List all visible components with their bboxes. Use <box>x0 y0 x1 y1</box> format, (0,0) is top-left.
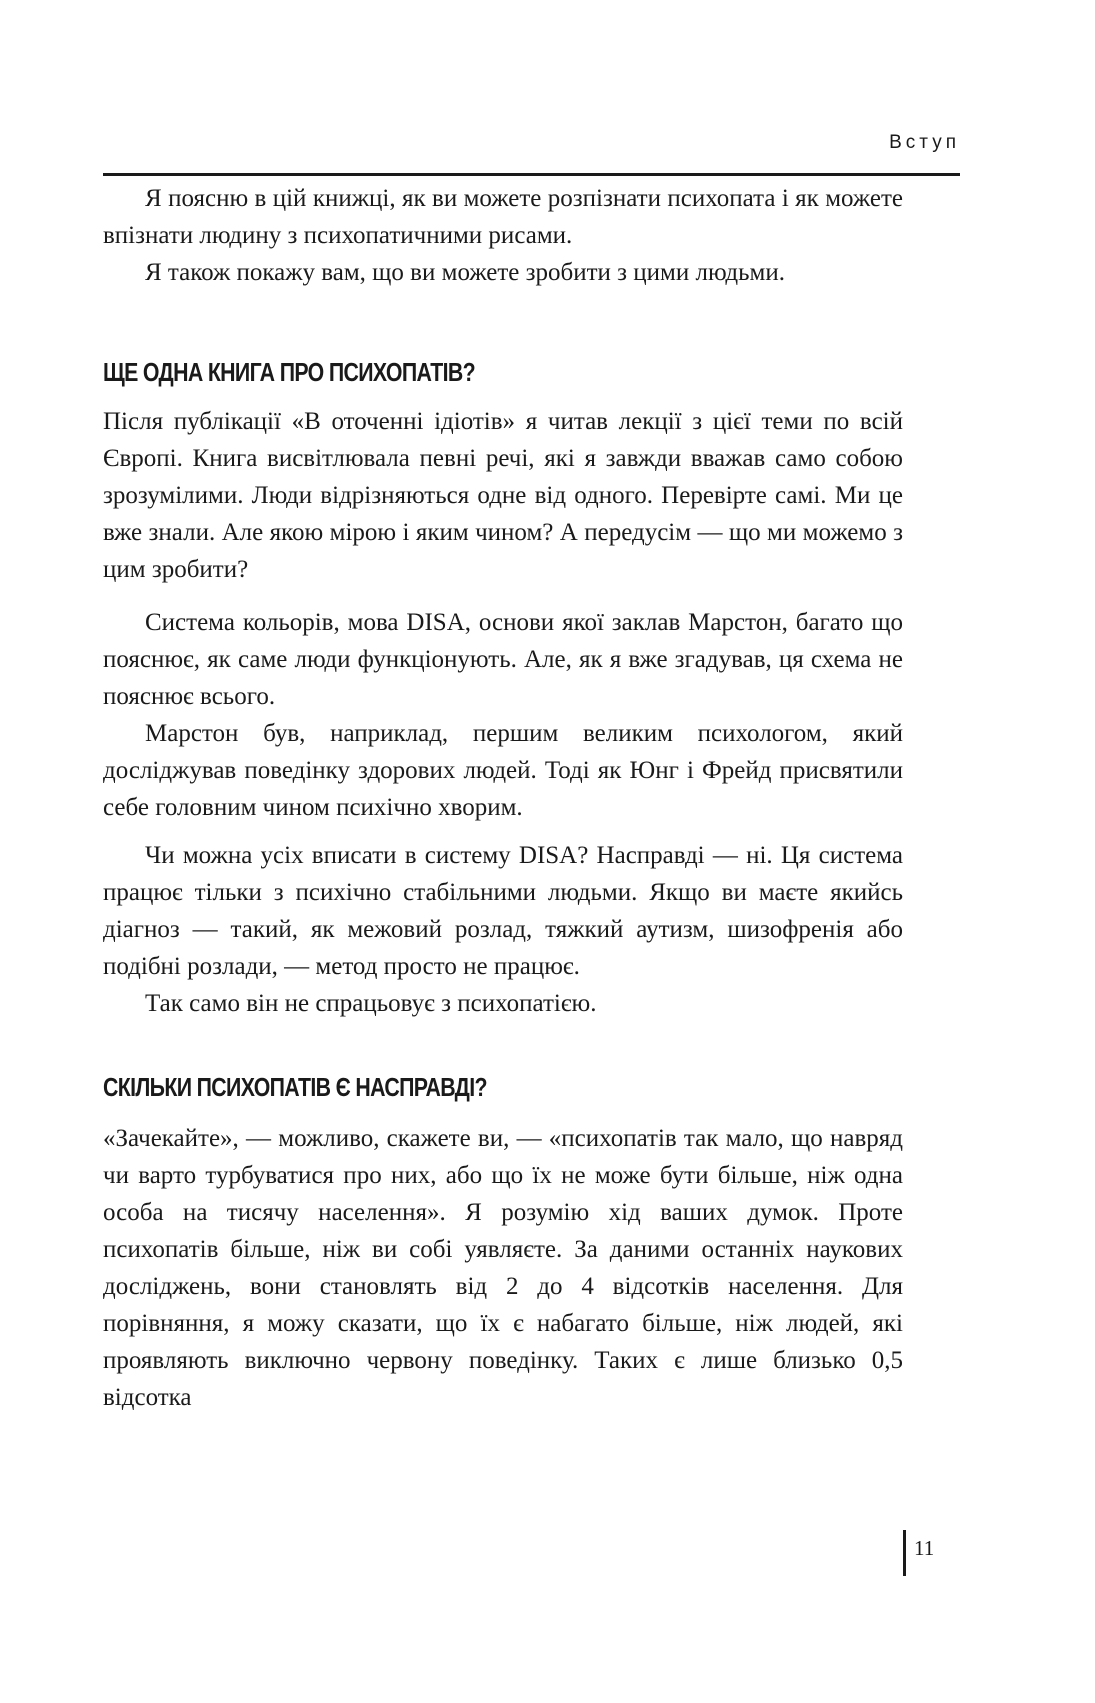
section-1-text <box>103 403 903 588</box>
paragraph: Після публікації «В оточенні ідіотів» я читав лекції з цієї теми по всій Європі. Книга висвітлювала певні речі, які я завжди вважав само собою зрозумілими. Люди відрізняються одне від одного. Перевірте самі. Ми це вже знали. Але якою мірою і яким чином? А передусім — що ми можемо з цим зробити? <box>103 408 903 583</box>
section-heading: ЩЕ ОДНА КНИГА ПРО ПСИХОПАТІВ? <box>103 357 475 387</box>
header-rule <box>103 173 960 176</box>
section-1-text-closing <box>103 837 903 1022</box>
section-1-text-continued <box>103 604 903 826</box>
paragraph: Чи можна усіх вписати в систему DISA? Насправді — ні. Ця система працює тільки з психічно стабільними людьми. Якщо ви маєте якийсь діагноз — такий, як межовий розлад, тяжкий аутизм, шизофренія або подібні розлади, — метод просто не працює. <box>103 842 903 980</box>
section-2-text <box>103 1120 903 1416</box>
paragraph: Я також покажу вам, що ви можете зробити з цими людьми. <box>145 259 785 286</box>
running-head: Вступ <box>889 132 960 153</box>
paragraph: Я поясню в цій книжці, як ви можете розпізнати психопата і як можете впізнати людину з психопатичними рисами. <box>103 185 903 249</box>
paragraph: Марстон був, наприклад, першим великим психологом, який досліджував поведінку здорових людей. Тоді як Юнг і Фрейд присвятили себе головним чином психічно хворим. <box>103 720 903 821</box>
section-heading: СКІЛЬКИ ПСИХОПАТІВ Є НАСПРАВДІ? <box>103 1072 487 1102</box>
page-number: 11 <box>914 1536 935 1560</box>
folio-bar <box>903 1530 906 1576</box>
paragraph: «Зачекайте», — можливо, скажете ви, — «психопатів так мало, що навряд чи варто турбуватися про них, або що їх не може бути більше, ніж одна особа на тисячу населення». Я розумію хід ваших думок. Проте психопатів більше, ніж ви собі уявляєте. За даними останніх наукових досліджень, вони становлять від 2 до 4 відсотків населення. Для порівняння, я можу сказати, що їх є набагато більше, ніж людей, які проявляють виключно червону поведінку. Таких є лише близько 0,5 відсотка <box>103 1125 903 1411</box>
paragraph: Так само він не спрацьовує з психопатією. <box>145 990 597 1017</box>
paragraph: Система кольорів, мова DISA, основи якої заклав Марстон, багато що пояснює, як саме люди функціонують. Але, як я вже згадував, ця схема не пояснює всього. <box>103 609 903 710</box>
intro-text <box>103 180 903 291</box>
